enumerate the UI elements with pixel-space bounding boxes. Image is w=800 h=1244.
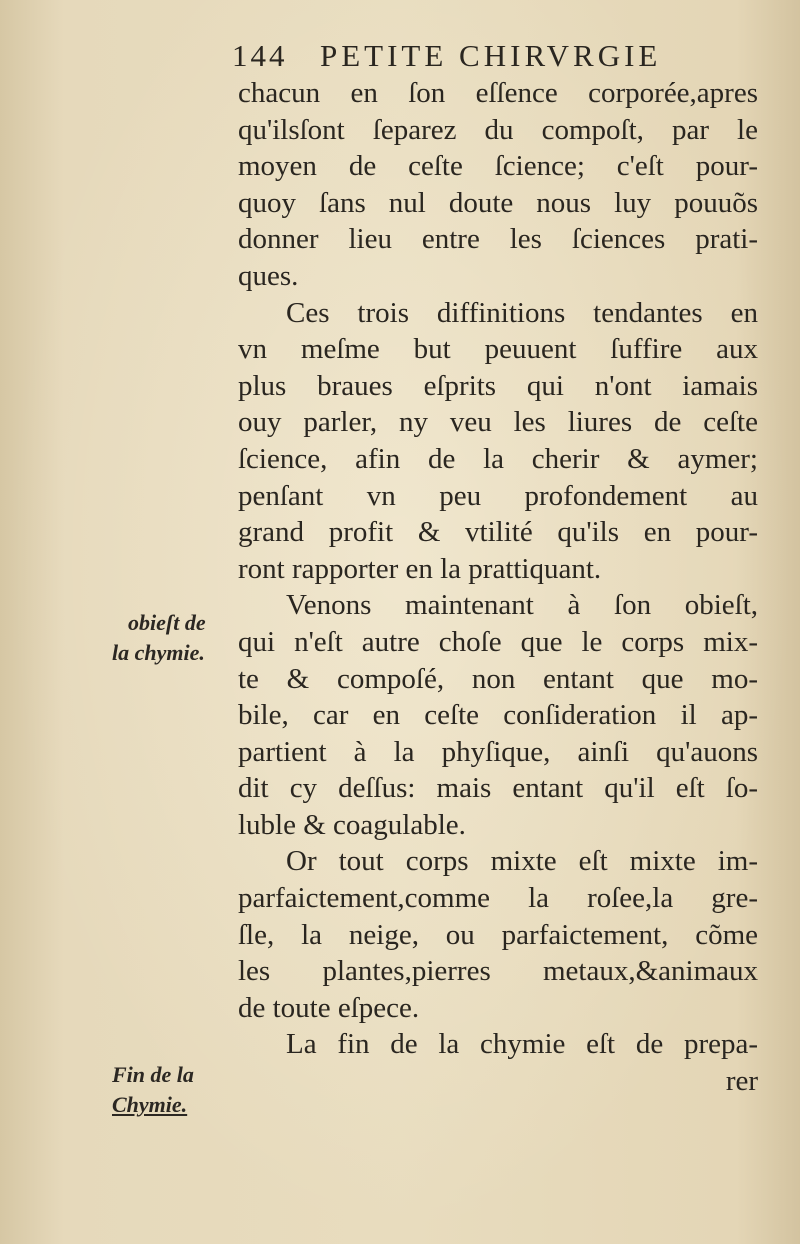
text-line: qu'ilsſont ſeparez du compoſt, par le (238, 113, 758, 146)
text-line: ront rapporter en la prattiquant. (238, 552, 602, 585)
text-line: Venons maintenant à ſon obieſt, (286, 589, 758, 622)
text-line: partient à la phyſique, ainſi qu'auons (238, 735, 758, 768)
text-line: te & compoſé, non entant que mo- (238, 662, 758, 695)
running-title: PETITE CHIRVRGIE (320, 38, 662, 73)
text-line: penſant vn peu profondement au (238, 479, 758, 512)
page-number: 144 (232, 38, 288, 73)
text-line: plus braues eſprits qui n'ont iamais (238, 369, 758, 402)
text-line: ouy parler, ny veu les liures de ceſte (238, 406, 758, 439)
text-line: rer (725, 1065, 758, 1098)
text-line: Ces trois diffinitions tendantes en (286, 296, 758, 329)
text-line: quoy ſans nul doute nous luy pouuõs (238, 186, 758, 219)
text-line: luble & coagulable. (238, 808, 466, 841)
text-line: chacun en ſon eſſence corporée,apres (238, 77, 758, 109)
text-line: de toute eſpece. (238, 991, 420, 1024)
text-line: parfaictement,comme la roſee,la gre- (238, 882, 758, 915)
text-line: moyen de ceſte ſcience; c'eſt pour- (238, 150, 758, 183)
margin-note-objet-line1: obieſt de (128, 610, 206, 635)
text-line: ques. (238, 259, 299, 292)
body-text (238, 75, 758, 1100)
text-line: Or tout corps mixte eſt mixte im- (286, 845, 758, 878)
margin-note-objet (112, 608, 206, 668)
text-line: grand profit & vtilité qu'ils en pour- (238, 516, 758, 549)
text-line: qui n'eſt autre choſe que le corps mix- (238, 625, 758, 658)
text-line: bile, car en ceſte conſideration il ap- (238, 699, 758, 732)
text-line: La fin de la chymie eſt de prepa- (286, 1028, 758, 1061)
margin-note-fin (112, 1060, 194, 1120)
text-line: ſle, la neige, ou parfaictement, cõme (238, 918, 758, 951)
text-line: les plantes,pierres metaux,&animaux (238, 955, 758, 988)
text-line: ſcience, afin de la cherir & aymer; (238, 442, 758, 475)
text-line: donner lieu entre les ſciences prati- (238, 223, 758, 256)
text-line: dit cy deſſus: mais entant qu'il eſt ſo- (238, 772, 758, 805)
margin-note-fin-line1: Fin de la (112, 1062, 194, 1087)
text-line: vn meſme but peuuent ſuffire aux (238, 333, 758, 366)
page-header (232, 38, 732, 78)
margin-note-objet-line2: la chymie. (112, 640, 205, 665)
margin-note-fin-line2: Chymie. (112, 1092, 188, 1117)
